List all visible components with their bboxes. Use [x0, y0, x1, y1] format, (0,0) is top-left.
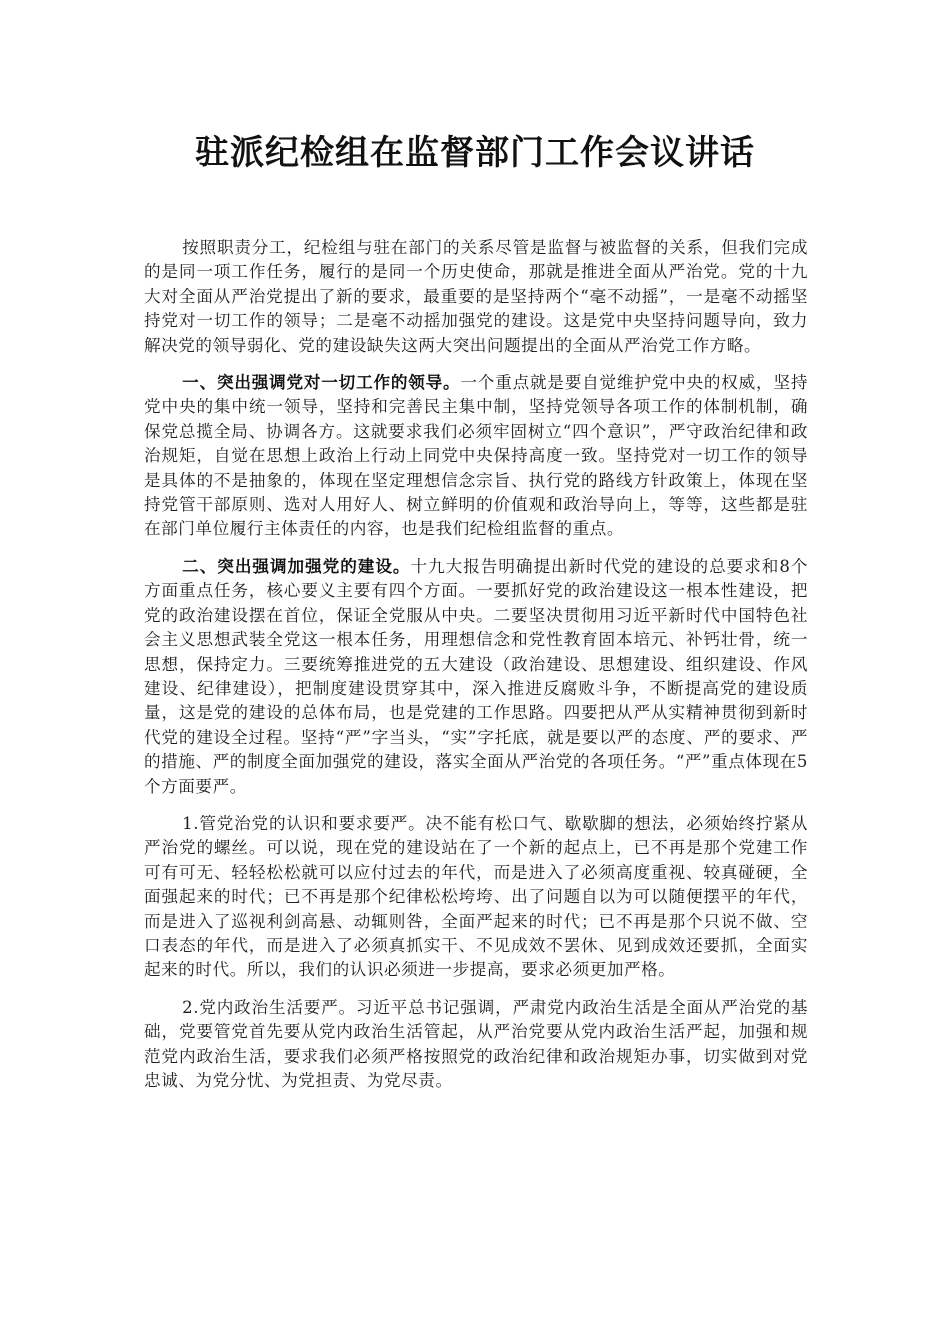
section-heading-one: 一、突出强调党对一切工作的领导。: [182, 373, 461, 393]
paragraph-text: 按照职责分工，纪检组与驻在部门的关系尽管是监督与被监督的关系，但我们完成的是同一项工作任务，履行的是同一个历史使命，那就是推进全面从严治党。党的十九大对全面从严治党提出了新的要求，最重要的是坚持两个“毫不动摇”，一是毫不动摇坚持党对一切工作的领导；二是毫不动摇加强党的建设。这是党中央坚持问题导向，致力解决党的领导弱化、党的建设缺失这两大突出问题提出的全面从严治党工作方略。: [144, 238, 808, 355]
paragraph-item-one: [144, 812, 808, 983]
paragraph-section-two: [144, 555, 808, 799]
paragraph-text: 一个重点就是要自觉维护党中央的权威，坚持党中央的集中统一领导，坚持和完善民主集中制，坚持党领导各项工作的体制机制，确保党总揽全局、协调各方。这就要求我们必须牢固树立“四个意识”，严守政治纪律和政治规矩，自觉在思想上政治上行动上同党中央保持高度一致。坚持党对一切工作的领导是具体的不是抽象的，体现在坚定理想信念宗旨、执行党的路线方针政策上，体现在坚持党管干部原则、选对人用好人、树立鲜明的价值观和政治导向上，等等，这些都是驻在部门单位履行主体责任的内容，也是我们纪检组监督的重点。: [144, 373, 808, 539]
page-title: 驻派纪检组在监督部门工作会议讲话: [195, 133, 755, 173]
paragraph-text: 十九大报告明确提出新时代党的建设的总要求和8个方面重点任务，核心要义主要有四个方面。一要抓好党的政治建设这一根本性建设，把党的政治建设摆在首位，保证全党服从中央。二要坚决贯彻用习近平新时代中国特色社会主义思想武装全党这一根本任务，用理想信念和党性教育固本培元、补钙壮骨，统一思想，保持定力。三要统筹推进党的五大建设（政治建设、思想建设、组织建设、作风建设、纪律建设），把制度建设贯穿其中，深入推进反腐败斗争，不断提高党的建设质量，这是党的建设的总体布局，也是党建的工作思路。四要把从严从实精神贯彻到新时代党的建设全过程。坚持“严”字当头，“实”字托底，就是要以严的态度、严的要求、严的措施、严的制度全面加强党的建设，落实全面从严治党的各项任务。“严”重点体现在5个方面要严。: [144, 556, 808, 796]
document-body: [144, 236, 808, 1106]
paragraph-section-one: [144, 371, 808, 542]
paragraph-intro: [144, 236, 808, 358]
section-heading-two: 二、突出强调加强党的建设。: [182, 556, 411, 576]
paragraph-text: 2.党内政治生活要严。习近平总书记强调，严肃党内政治生活是全面从严治党的基础，党要管党首先要从党内政治生活管起，从严治党要从党内政治生活严起，加强和规范党内政治生活，要求我们必须严格按照党的政治纪律和政治规矩办事，切实做到对党忠诚、为党分忧、为党担责、为党尽责。: [144, 997, 808, 1090]
paragraph-text: 1.管党治党的认识和要求要严。决不能有松口气、歇歇脚的想法，必须始终拧紧从严治党的螺丝。可以说，现在党的建设站在了一个新的起点上，已不再是那个党建工作可有可无、轻轻松松就可以应付过去的年代，而是进入了必须高度重视、较真碰硬，全面强起来的时代；已不再是那个纪律松松垮垮、出了问题自以为可以随便摆平的年代，而是进入了巡视利剑高悬、动辄则咎，全面严起来的时代；已不再是那个只说不做、空口表态的年代，而是进入了必须真抓实干、不见成效不罢休、见到成效还要抓，全面实起来的时代。所以，我们的认识必须进一步提高，要求必须更加严格。: [144, 813, 808, 980]
paragraph-item-two: [144, 996, 808, 1094]
